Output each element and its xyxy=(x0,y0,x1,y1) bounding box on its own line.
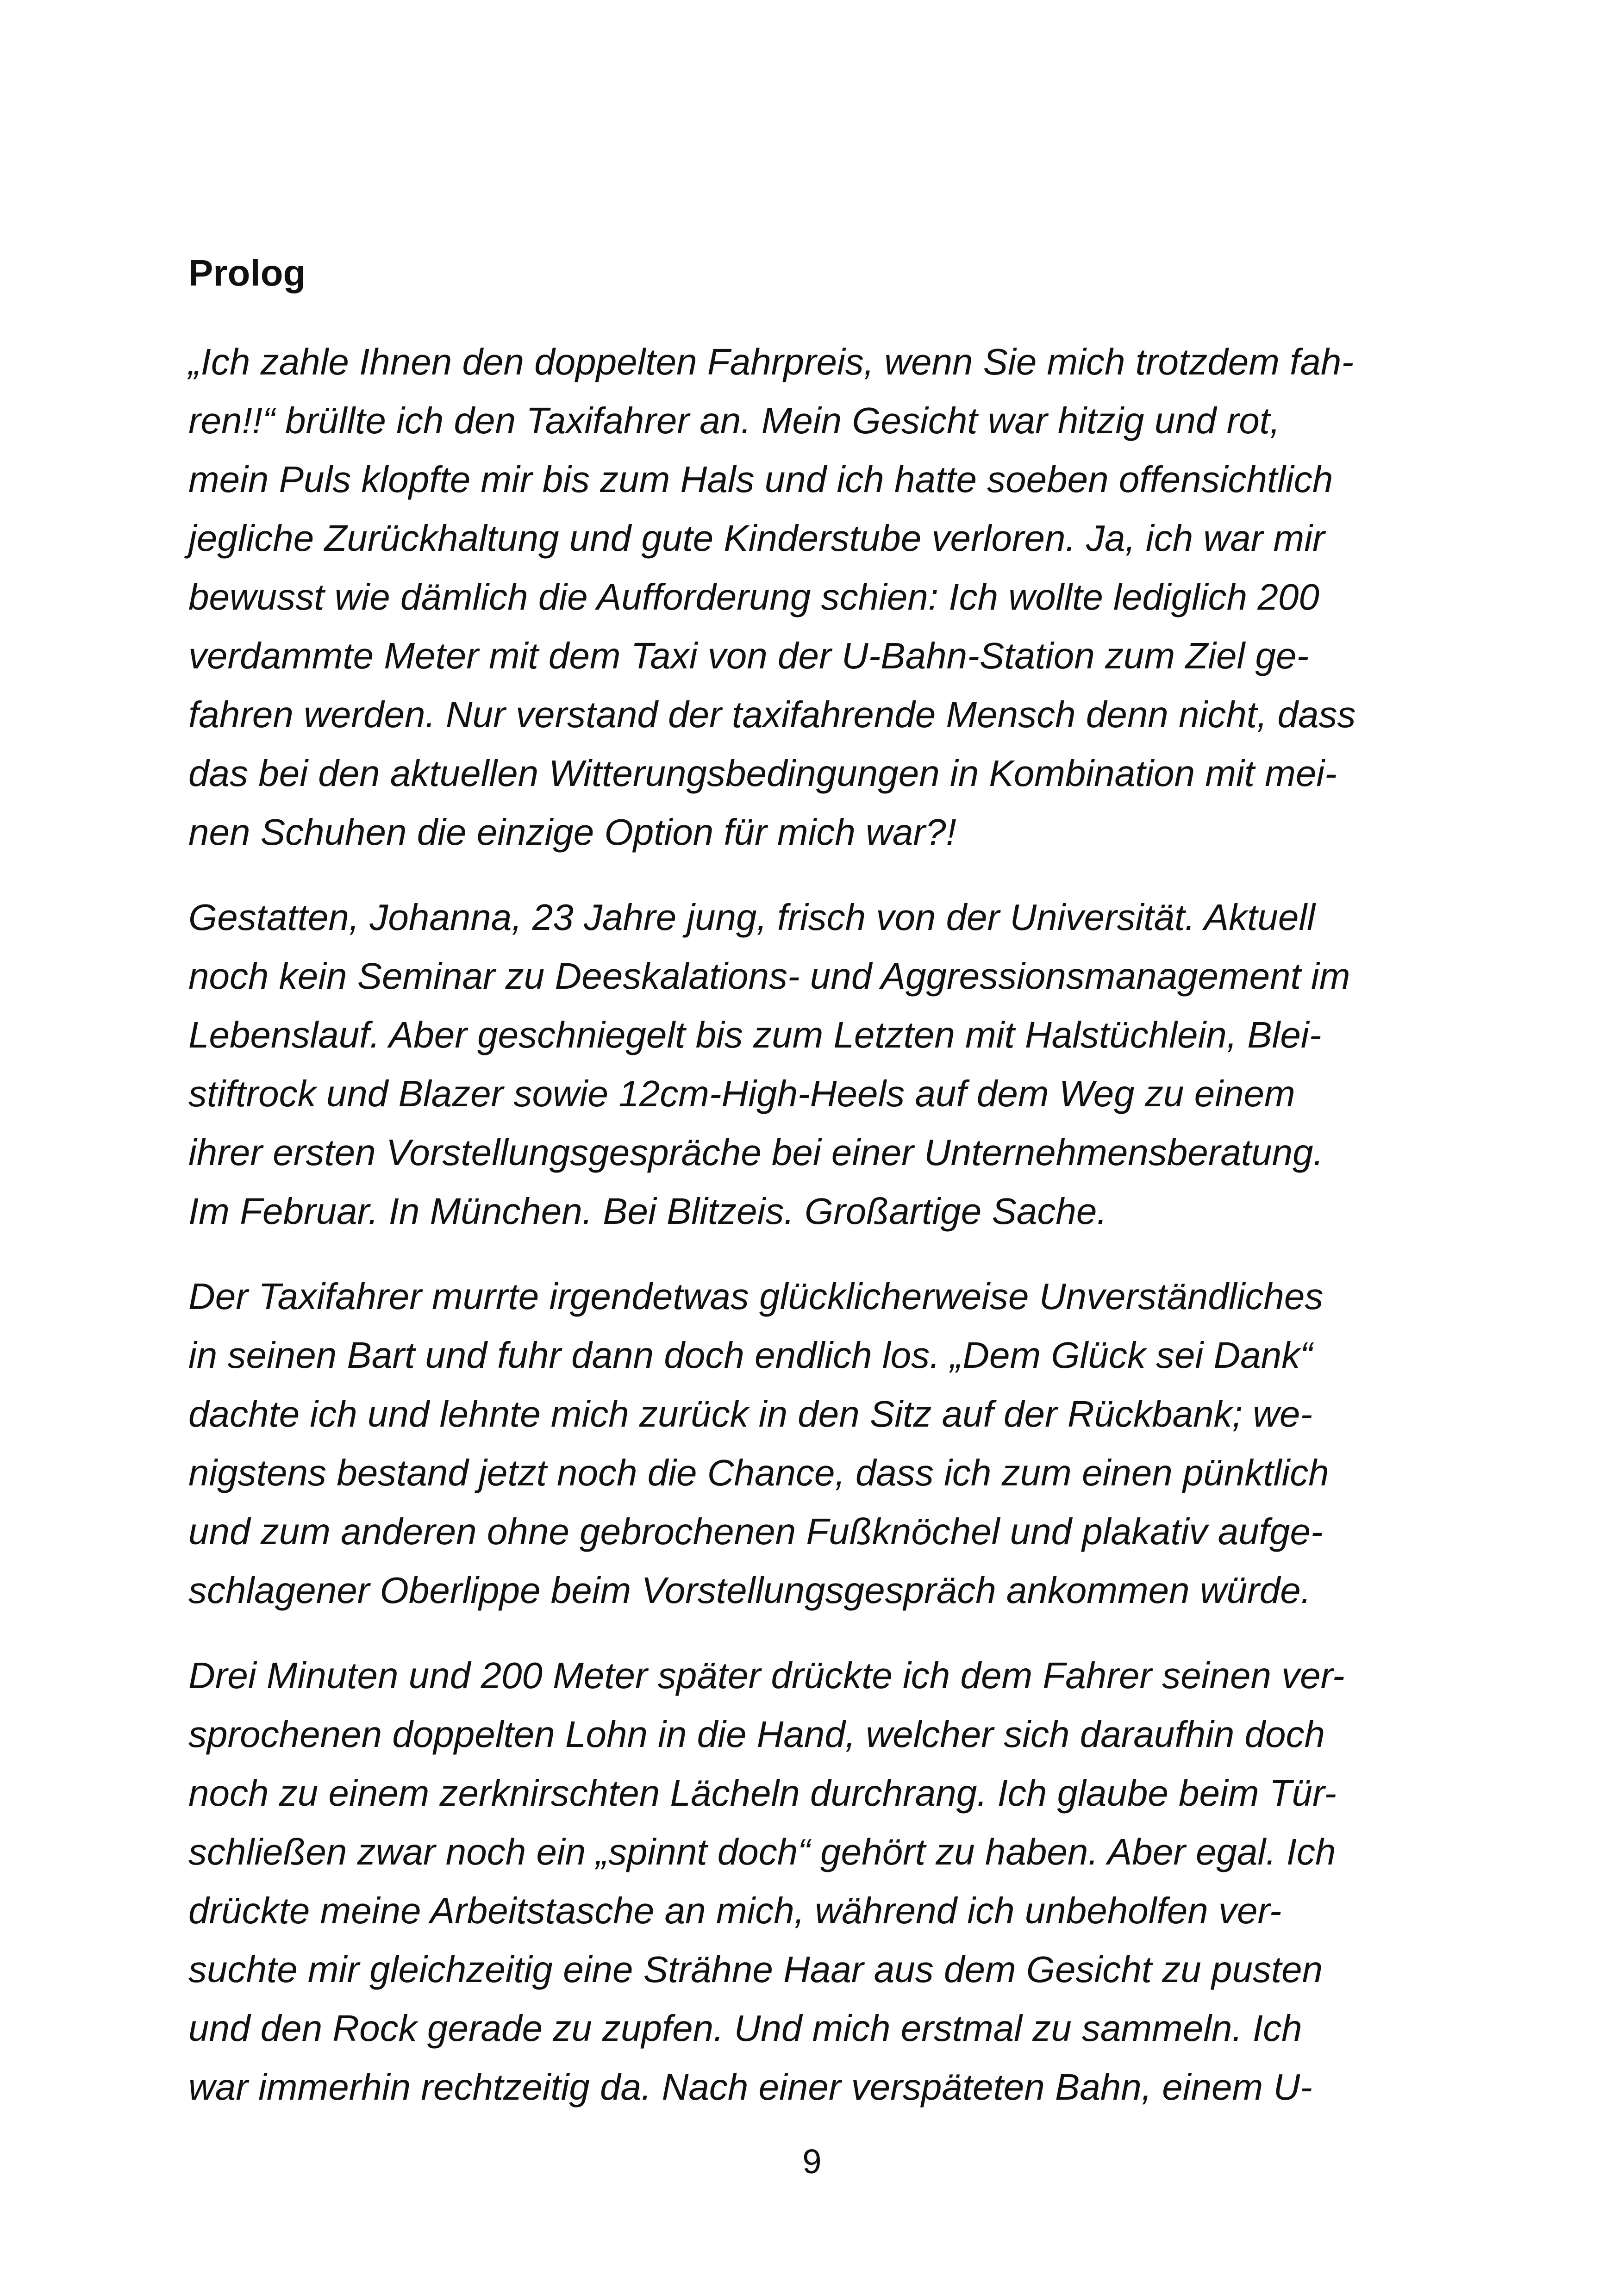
paragraph-1 xyxy=(188,332,1392,861)
page-number: 9 xyxy=(802,2142,822,2181)
text-line: „Ich zahle Ihnen den doppelten Fahrpreis, wenn Sie mich trotzdem fah- xyxy=(188,341,1354,382)
text-line: schließen zwar noch ein „spinnt doch“ gehört zu haben. Aber egal. Ich xyxy=(188,1831,1336,1872)
text-line: ihrer ersten Vorstellungsgespräche bei einer Unternehmensberatung. xyxy=(188,1132,1324,1173)
text-line: das bei den aktuellen Witterungsbedingungen in Kombination mit mei- xyxy=(188,753,1337,794)
text-line: bewusst wie dämlich die Aufforderung schien: Ich wollte lediglich 200 xyxy=(188,576,1319,617)
text-line: drückte meine Arbeitstasche an mich, während ich unbeholfen ver- xyxy=(188,1890,1282,1931)
text-line: in seinen Bart und fuhr dann doch endlich los. „Dem Glück sei Dank“ xyxy=(188,1335,1312,1376)
chapter-heading: Prolog xyxy=(188,252,306,293)
text-line: noch kein Seminar zu Deeskalations- und Aggressionsmanagement im xyxy=(188,955,1350,997)
text-line: suchte mir gleichzeitig eine Strähne Haar aus dem Gesicht zu pusten xyxy=(188,1949,1323,1990)
text-line: dachte ich und lehnte mich zurück in den Sitz auf der Rückbank; we- xyxy=(188,1393,1312,1434)
text-line: verdammte Meter mit dem Taxi von der U-Bahn-Station zum Ziel ge- xyxy=(188,635,1309,676)
text-line: und den Rock gerade zu zupfen. Und mich erstmal zu sammeln. Ich xyxy=(188,2008,1302,2049)
text-line: schlagener Oberlippe beim Vorstellungsgespräch ankommen würde. xyxy=(188,1570,1311,1611)
paragraph-4 xyxy=(188,1646,1392,2116)
text-line: Drei Minuten und 200 Meter später drückte ich dem Fahrer seinen ver- xyxy=(188,1655,1345,1696)
body-text xyxy=(188,332,1392,2143)
text-line: ren!!“ brüllte ich den Taxifahrer an. Mein Gesicht war hitzig und rot, xyxy=(188,400,1280,441)
paragraph-3 xyxy=(188,1267,1392,1620)
text-line: mein Puls klopfte mir bis zum Hals und ich hatte soeben offensichtlich xyxy=(188,459,1333,500)
text-line: sprochenen doppelten Lohn in die Hand, welcher sich daraufhin doch xyxy=(188,1714,1325,1755)
text-line: nigstens bestand jetzt noch die Chance, dass ich zum einen pünktlich xyxy=(188,1452,1329,1493)
text-line: war immerhin rechtzeitig da. Nach einer verspäteten Bahn, einem U- xyxy=(188,2066,1312,2108)
text-line: nen Schuhen die einzige Option für mich war?! xyxy=(188,811,956,853)
text-line: noch zu einem zerknirschten Lächeln durchrang. Ich glaube beim Tür- xyxy=(188,1772,1337,1814)
text-line: fahren werden. Nur verstand der taxifahrende Mensch denn nicht, dass xyxy=(188,694,1356,735)
text-line: stiftrock und Blazer sowie 12cm-High-Heels auf dem Weg zu einem xyxy=(188,1073,1295,1114)
text-line: Gestatten, Johanna, 23 Jahre jung, frisch von der Universität. Aktuell xyxy=(188,897,1315,938)
text-line: jegliche Zurückhaltung und gute Kinderstube verloren. Ja, ich war mir xyxy=(188,518,1325,559)
text-line: Im Februar. In München. Bei Blitzeis. Großartige Sache. xyxy=(188,1191,1107,1232)
text-line: und zum anderen ohne gebrochenen Fußknöchel und plakativ aufge- xyxy=(188,1511,1323,1552)
paragraph-2 xyxy=(188,888,1392,1241)
text-line: Lebenslauf. Aber geschniegelt bis zum Letzten mit Halstüchlein, Blei- xyxy=(188,1014,1322,1055)
text-line: Der Taxifahrer murrte irgendetwas glücklicherweise Unverständliches xyxy=(188,1276,1324,1317)
